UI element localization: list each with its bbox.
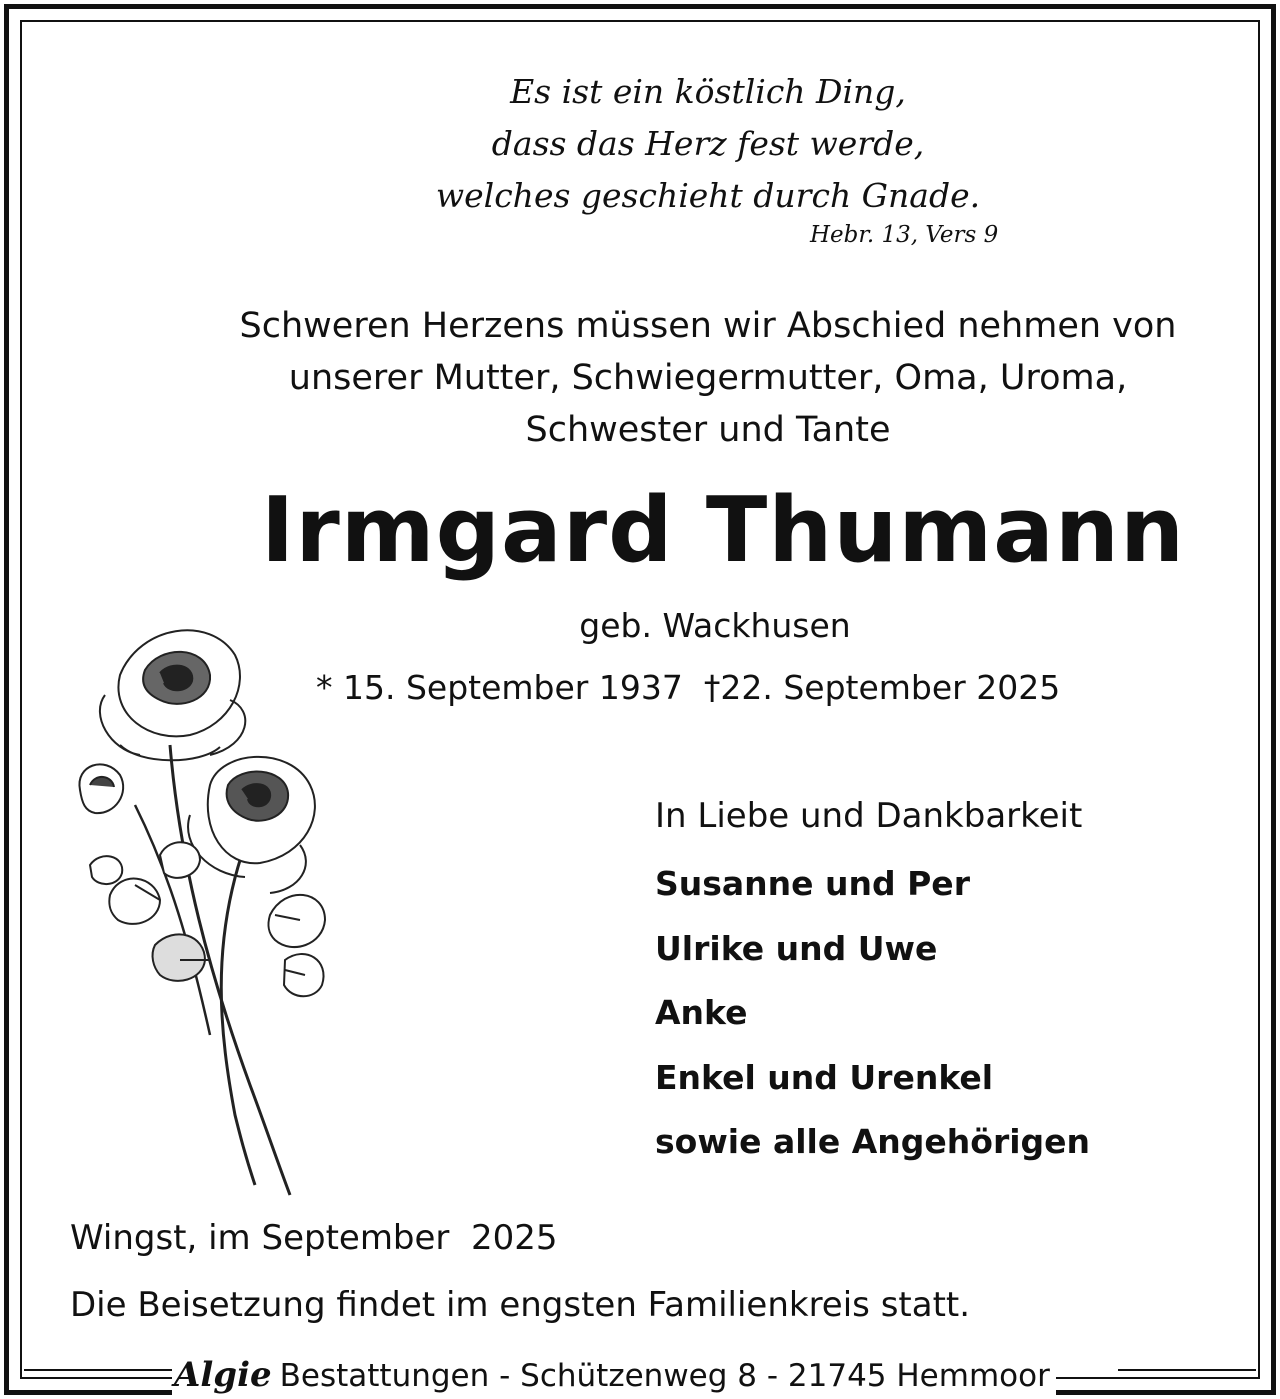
life-dates xyxy=(316,668,1060,707)
footer-rule-right xyxy=(1118,1369,1256,1371)
mourners-list xyxy=(655,860,1090,1183)
footer xyxy=(0,1355,1280,1399)
mourner-entry: Anke xyxy=(655,993,748,1032)
death-cross-icon: † xyxy=(703,668,721,707)
funeral-home-logo: Algie xyxy=(174,1355,272,1395)
mourner-entry: sowie alle Angehörigen xyxy=(655,1122,1091,1161)
verse-reference: Hebr. 13, Vers 9 xyxy=(810,222,999,248)
intro-line: unserer Mutter, Schwiegermutter, Oma, Uroma, xyxy=(288,358,1128,398)
verse-line: dass das Herz fest werde, xyxy=(491,124,925,163)
funeral-home-line xyxy=(172,1355,1056,1395)
birth-date: 15. September 1937 xyxy=(343,668,683,707)
birth-name: geb. Wackhusen xyxy=(579,606,851,645)
mourner-entry: Ulrike und Uwe xyxy=(655,928,938,968)
footer-rule-right xyxy=(1118,1377,1256,1379)
footer-rule-left xyxy=(24,1377,174,1379)
place-date: Wingst, im September 2025 xyxy=(70,1218,558,1258)
thanks-line: In Liebe und Dankbarkeit xyxy=(655,796,1083,836)
verse-line: Es ist ein köstlich Ding, xyxy=(510,72,906,111)
mourner-entry: Enkel und Urenkel xyxy=(655,1057,994,1097)
footer-rule-left xyxy=(24,1369,174,1371)
verse-line: welches geschieht durch Gnade. xyxy=(435,176,981,215)
birth-star-icon: * xyxy=(316,668,333,707)
burial-notice: Die Beisetzung findet im engsten Familienkreis statt. xyxy=(70,1285,971,1325)
intro-line: Schwester und Tante xyxy=(525,410,891,450)
rose-illustration xyxy=(60,615,340,1200)
funeral-home-address: Bestattungen - Schützenweg 8 - 21745 Hemmoor xyxy=(279,1358,1050,1394)
deceased-name: Irmgard Thumann xyxy=(260,478,1186,583)
intro-line: Schweren Herzens müssen wir Abschied nehmen von xyxy=(239,306,1177,346)
death-date: 22. September 2025 xyxy=(720,668,1061,707)
mourner-entry: Susanne und Per xyxy=(655,864,970,903)
